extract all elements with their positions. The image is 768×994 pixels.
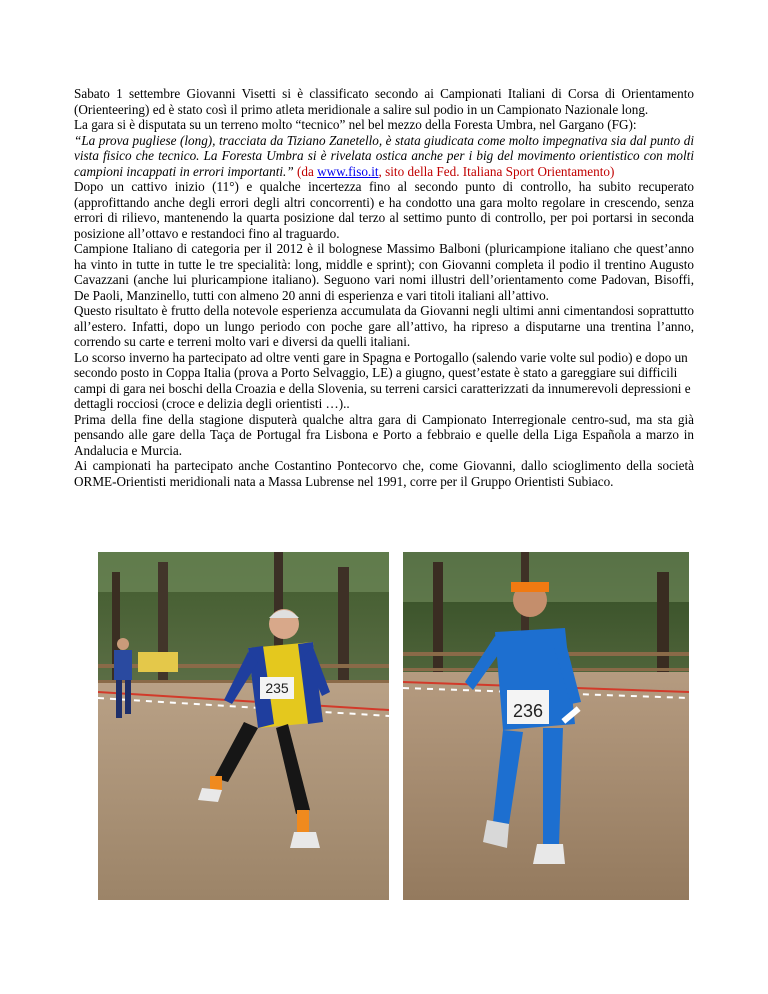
paragraph-4: Dopo un cattivo inizio (11°) e qualche incertezza fino al secondo punto di controllo, ha subito recuperato (approfittando anche degli errori degli altri concorrenti) e ha condotto una gara molto regolare in crescendo, senza errori di rilievo, mantenendo la quarta posizione dal terzo al settimo punto di controllo, per poi portarsi in seconda posizione all’ottavo e restandoci fino al traguardo.	[74, 179, 694, 241]
paragraph-9: Ai campionati ha partecipato anche Costantino Pontecorvo che, come Giovanni, dallo scioglimento della società ORME-Orientisti meridionali nata a Massa Lubrense nel 1991, corre per il Gruppo Orientisti Subiaco.	[74, 458, 694, 489]
article-body	[74, 86, 694, 489]
paragraph-7: Lo scorso inverno ha partecipato ad oltre venti gare in Spagna e Portogallo (salendo varie volte sul podio) e dopo un secondo posto in Coppa Italia (prova a Porto Selvaggio, LE) a giugno, quest’estate è stato a gareggiare sui difficili campi di gara nei boschi della Croazia e della Slovenia, su terreni carsici caratterizzati da innumerevoli depressioni e dettagli rocciosi (croce e delizia degli orientisti …)..	[74, 349, 691, 411]
fiso-quote: “La prova pugliese (long), tracciata da Tiziano Zanetello, è stata giudicata come molto impegnativa sia dal punto di vista fisico che tecnico. La Foresta Umbra si è rivelata ostica anche per i big del movimento orientistico con molti campioni incappati in errori importanti.”	[74, 132, 694, 179]
bib-number-235: 235	[265, 680, 289, 696]
paragraph-1: Sabato 1 settembre Giovanni Visetti si è classificato secondo ai Campionati Italiani di Corsa di Orientamento (Orienteering) ed è stato così il primo atleta meridionale a salire sul podio in un Campionato Nazionale long.	[74, 86, 694, 117]
runner-235-illustration	[98, 552, 389, 900]
paragraph-8: Prima della fine della stagione disputerà qualche altra gara di Campionato Interregionale centro-sud, ma sta già pensando alle gare della Taça de Portugal fra Lisbona e Porto a febbraio e quelle della Liga Española a marzo in Andalucia e Murcia.	[74, 411, 694, 458]
bib-number-236: 236	[512, 701, 544, 721]
paragraph-6: Questo risultato è frutto della notevole esperienza accumulata da Giovanni negli ultimi anni cimentandosi soprattutto all’estero. Infatti, dopo un lungo periodo con poche gare all’attivo, ha ripreso a disputarne una trentina l’anno, correndo su carte e terreni molto vari e diversi da quelli italiani.	[74, 303, 694, 349]
source-suffix: , sito della Fed. Italiana Sport Orientamento)	[378, 163, 615, 179]
source-prefix: (da	[293, 163, 318, 179]
photo-runner-236	[403, 552, 689, 900]
fiso-link[interactable]: www.fiso.it	[317, 163, 379, 179]
paragraph-5: Campione Italiano di categoria per il 2012 è il bolognese Massimo Balboni (pluricampione italiano che quest’anno ha vinto in tutte in tutte le tre specialità: long, middle e sprint); con Giovanni completa il podio il trentino Augusto Cavazzani (anche lui pluricampione italiano). Seguono vari nomi illustri dell’orientamento come Padovan, Bisoffi, De Paoli, Manzinello, tutti con almeno 20 anni di esperienza e vari titoli italiani all’attivo.	[74, 241, 694, 303]
photo-runner-235	[98, 552, 389, 900]
paragraph-3	[74, 133, 694, 180]
runner-236-illustration	[403, 552, 689, 900]
paragraph-2: La gara si è disputata su un terreno molto “tecnico” nel bel mezzo della Foresta Umbra, nel Gargano (FG):	[74, 117, 637, 132]
